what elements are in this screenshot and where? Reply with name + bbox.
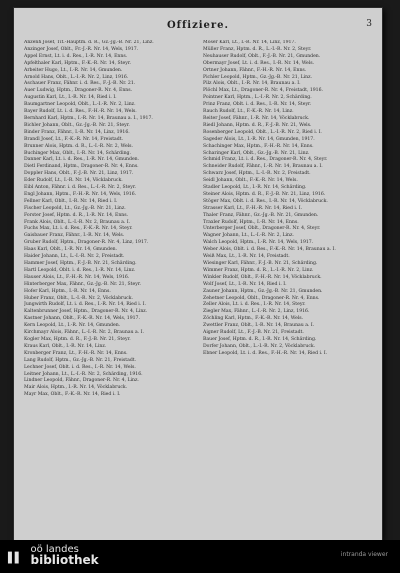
register-entry: Walch Leopold, Hptm., I.-R. Nr. 14, Wels, 1917. xyxy=(203,240,314,246)
register-entry: Hartl Leopold, Oblt. i. d. Res., I.-R. Nr. 14, Linz. xyxy=(24,267,136,273)
register-entry: Ziegler Max, Fähnr., L.-I.-R. Nr. 2, Linz, 1916. xyxy=(203,309,310,315)
register-entry: Wiesinger Karl, Fähnr., F.-J.-B. Nr. 21, Schärding. xyxy=(203,261,318,266)
register-entry: Neuhauser Rudolf, Oblt., F.-J.-B. Nr. 21, Gmunden. xyxy=(203,53,321,59)
register-entry: Huber Franz, Oblt., L.-I.-R. Nr. 2, Vöcklabruck. xyxy=(24,295,133,301)
register-entry: Sageder Alois, Lt., I.-R. Nr. 14, Gmunden, 1917. xyxy=(203,136,315,142)
register-entry: Pilz Alois, Oblt., I.-R. Nr. 14, Braunau a. I. xyxy=(203,81,301,87)
register-entry: Dietl Ferdinand, Hptm., Dragoner-R. Nr. 4, Enns. xyxy=(24,164,139,170)
register-entry: Fellner Karl, Oblt., I.-R. Nr. 14, Ried i. I. xyxy=(24,198,118,204)
register-entry: Reiter Josef, Fähnr., I.-R. Nr. 14, Vöcklabruck. xyxy=(203,115,310,121)
register-entry: Seidl Johann, Oblt., F.-K.-R. Nr. 14, Wels. xyxy=(203,178,298,184)
register-entry: Apfelthaler Karl, Hptm., F.-K.-R. Nr. 14, Steyr. xyxy=(24,60,131,66)
page-title: Offiziere. xyxy=(166,20,230,31)
register-entry: Mair Alois, Hptm., I.-R. Nr. 14, Vöcklabruck. xyxy=(24,385,128,391)
viewer-footer xyxy=(0,540,400,573)
register-entry: Haas Karl, Oblt., I.-R. Nr. 14, Gmunden. xyxy=(24,247,118,253)
register-entry: Lechner Josef, Oblt. i. d. Res., I.-R. Nr. 14, Wels. xyxy=(24,364,136,370)
register-entry: Kraus Karl, Oblt., I.-R. Nr. 14, Linz. xyxy=(24,343,107,349)
left-column xyxy=(24,40,193,532)
register-entry: Obermayr Josef, Lt. i. d. Res., I.-R. Nr. 14, Wels. xyxy=(203,60,315,66)
register-entry: Leitner Johann, Lt., L.-I.-R. Nr. 2, Schärding, 1916. xyxy=(24,371,143,377)
register-entry: Gruber Rudolf, Hptm., Dragoner-R. Nr. 4, Linz, 1917. xyxy=(24,240,149,246)
register-entry: Kern Leopold, Lt., I.-R. Nr. 14, Gmunden. xyxy=(24,323,121,329)
page-number: 3 xyxy=(366,19,372,29)
register-entry: Kaltenbrunner Josef, Hptm., Dragoner-R. Nr. 4, Linz. xyxy=(24,309,148,315)
register-entry: Strasser Karl, Lt., F.-H.-R. Nr. 14, Ried i. I. xyxy=(203,205,303,211)
register-entry: Kogler Max, Hptm. d. R., F.-J.-B. Nr. 21, Steyr. xyxy=(24,336,131,342)
register-entry: Dorfer Johann, Oblt., L.-I.-R. Nr. 2, Vöcklabruck. xyxy=(203,343,316,349)
register-entry: Anzenh Josef, Tit.-Hauptm. d. R., Gz.-Jg.-B. Nr. 21, Linz. xyxy=(24,40,154,45)
register-entry: Zeller Alois, Lt. i. d. Res., I.-R. Nr. 14, Steyr. xyxy=(203,302,306,308)
text-columns xyxy=(24,40,372,532)
register-entry: Anzinger Josef, Oblt., Fr.-J.-R. Nr. 14, Wels, 1917. xyxy=(24,46,139,52)
register-entry: Prinz Franz, Oblt. i. d. Res., I.-R. Nr. 14, Steyr. xyxy=(203,102,312,108)
register-entry: Arbeiter Hugo, Lt., I.-R. Nr. 14, Gmunden. xyxy=(24,67,123,73)
register-entry: Aschauer Franz, Fähnr. i. d. Res., F.-J.-B. Nr. 21. xyxy=(24,81,136,87)
register-entry: Hammer Josef, Hptm., F.-J.-B. Nr. 21, Schärding. xyxy=(24,261,137,266)
page-header xyxy=(14,8,382,38)
register-entry: Traxler Rudolf, Hptm., I.-R. Nr. 14, Enns. xyxy=(203,219,299,225)
register-entry: Kronberger Franz, Lt., F.-H.-R. Nr. 14, Enns. xyxy=(24,350,128,356)
logo-line-2: bibliothek xyxy=(30,553,99,567)
register-entry: Bauer Josef, Hptm. d. R., I.-R. Nr. 14, Schärding. xyxy=(203,336,317,342)
document-page xyxy=(14,8,382,540)
register-entry: Danner Karl, Lt. i. d. Res., I.-R. Nr. 14, Gmunden. xyxy=(24,157,140,163)
register-entry: Brandl Josef, Lt., F.-K.-R. Nr. 14, Freistadt. xyxy=(24,136,124,142)
register-entry: Arnold Hans, Oblt., L.-I.-R. Nr. 2, Linz, 1916. xyxy=(24,74,129,80)
right-column xyxy=(203,40,372,532)
register-entry: Stadler Leopold, Lt., I.-R. Nr. 14, Schärding. xyxy=(203,185,307,191)
register-entry: Buchinger Max, Oblt., I.-R. Nr. 14, Schärding. xyxy=(24,150,131,156)
register-entry: Augustin Karl, Lt., I.-R. Nr. 14, Ried i. I. xyxy=(24,95,117,101)
register-entry: Bernhard Karl, Hptm., I.-R. Nr. 14, Braunau a. I., 1917. xyxy=(24,115,153,121)
register-entry: Bayer Rudolf, Lt. i. d. Res., F.-H.-R. Nr. 14, Wels. xyxy=(24,109,137,115)
register-entry: Pointner Karl, Hptm., L.-I.-R. Nr. 2, Schärding. xyxy=(203,95,312,101)
register-entry: Hofer Karl, Hptm., I.-R. Nr. 14, Enns. xyxy=(24,288,111,294)
register-entry: Haider Johann, Lt., L.-I.-R. Nr. 2, Freistadt. xyxy=(24,254,125,260)
register-entry: Fuchs Max, Lt. i. d. Res., F.-K.-R. Nr. 14, Steyr. xyxy=(24,226,133,232)
register-entry: Lang Rudolf, Hptm., Gz.-Jg.-B. Nr. 21, Freistadt. xyxy=(24,357,137,363)
register-entry: Engl Johann, Hptm., F.-H.-R. Nr. 14, Wels, 1916. xyxy=(24,191,137,197)
register-entry: Winkler Rudolf, Oblt., F.-H.-R. Nr. 14, Vöcklabruck. xyxy=(203,274,322,280)
register-entry: Weiß Max, Lt., I.-R. Nr. 14, Freistadt. xyxy=(203,254,290,260)
register-entry: Zwettler Franz, Oblt., I.-R. Nr. 14, Braunau a. I. xyxy=(203,323,315,329)
register-entry: Zöchling Karl, Hptm., F.-K.-R. Nr. 14, Wels. xyxy=(203,316,304,322)
viewer-label[interactable]: intranda viewer xyxy=(340,551,388,558)
register-entry: Schneider Rudolf, Fähnr., I.-R. Nr. 14, Braunau a. I. xyxy=(203,164,323,170)
register-entry: Steiner Alois, Hptm. d. R., F.-J.-B. Nr. 21, Linz, 1916. xyxy=(203,191,326,197)
register-entry: Gaisbauer Franz, Fähnr., I.-R. Nr. 14, Wels. xyxy=(24,233,125,239)
register-entry: Kastner Johann, Oblt., F.-K.-R. Nr. 14, Wels, 1917. xyxy=(24,316,140,322)
register-entry: Auer Ludwig, Hptm., Dragoner-R. Nr. 4, Enns. xyxy=(24,88,133,94)
register-entry: Mayr Max, Oblt., F.-K.-R. Nr. 14, Ried i. I. xyxy=(24,392,121,398)
register-entry: Schachinger Max, Hptm., F.-H.-R. Nr. 14, Enns. xyxy=(203,143,314,149)
register-entry: Kirchmayr Alois, Fähnr., L.-I.-R. Nr. 2, Braunau a. I. xyxy=(24,330,144,336)
register-entry: Bichler Johann, Oblt., Gz.-Jg.-B. Nr. 21, Steyr. xyxy=(24,122,130,128)
library-logo[interactable] xyxy=(8,544,99,566)
register-entry: Schwarz Josef, Hptm., L.-I.-R. Nr. 2, Freistadt. xyxy=(203,171,311,177)
register-entry: Rauch Rudolf, Lt., F.-K.-R. Nr. 14, Linz. xyxy=(203,109,294,115)
register-entry: Forster Josef, Hptm. d. R., I.-R. Nr. 14, Enns. xyxy=(24,212,129,218)
logo-line-1: oö landes xyxy=(30,544,79,555)
register-entry: Müller Franz, Hptm. d. R., L.-I.-R. Nr. 2, Steyr. xyxy=(203,46,312,52)
register-entry: Rosenberger Leopold, Oblt., L.-I.-R. Nr. 2, Ried i. I. xyxy=(203,129,322,135)
register-entry: Aigner Rudolf, Lt., F.-J.-B. Nr. 21, Freistadt. xyxy=(203,330,304,336)
register-entry: Eibl Anton, Fähnr. i. d. Res., L.-I.-R. Nr. 2, Steyr. xyxy=(24,185,136,191)
register-entry: Moser Karl, Lt., I.-R. Nr. 14, Linz, 1917. xyxy=(203,40,296,45)
register-entry: Hauser Alois, Lt., F.-H.-R. Nr. 14, Wels, 1916. xyxy=(24,274,130,280)
register-entry: Jungwirth Rudolf, Lt. i. d. Res., I.-R. Nr. 14, Ried i. I. xyxy=(24,302,146,308)
register-entry: Ebner Leopold, Lt. i. d. Res., F.-H.-R. Nr. 14, Ried i. I. xyxy=(203,350,328,356)
register-entry: Zauner Johann, Hptm., Gz.-Jg.-B. Nr. 21, Gmunden. xyxy=(203,288,323,294)
register-entry: Riedl Johann, Hptm. d. R., F.-J.-B. Nr. 21, Wels. xyxy=(203,122,312,128)
register-entry: Zehetner Leopold, Oblt., Dragoner-R. Nr. 4, Enns. xyxy=(203,295,320,301)
register-entry: Scharinger Karl, Oblt., Gz.-Jg.-B. Nr. 21, Linz. xyxy=(203,150,310,156)
register-entry: Schmid Franz, Lt. i. d. Res., Dragoner-R. Nr. 4, Steyr. xyxy=(203,157,328,163)
register-entry: Pichler Leopold, Hptm., Gz.-Jg.-B. Nr. 21, Linz. xyxy=(203,74,312,80)
register-entry: Baumgartner Leopold, Oblt., L.-I.-R. Nr. 2, Linz. xyxy=(24,102,136,108)
register-entry: Lindner Leopold, Fähnr., Dragoner-R. Nr. 4, Linz. xyxy=(24,378,139,384)
register-entry: Unterberger Josef, Oblt., Dragoner-R. Nr. 4, Steyr. xyxy=(203,226,321,232)
register-entry: Appel Ernst, Lt. i. d. Res., I.-R. Nr. 14, Enns. xyxy=(24,53,128,59)
register-entry: Ortner Johann, Fähnr., F.-H.-R. Nr. 14, Enns. xyxy=(203,67,307,73)
register-entry: Frank Alois, Oblt., L.-I.-R. Nr. 2, Braunau a. I. xyxy=(24,219,131,225)
register-entry: Wagner Johann, Lt., L.-I.-R. Nr. 2, Linz. xyxy=(203,233,294,239)
register-entry: Doppler Hans, Oblt., F.-J.-B. Nr. 21, Linz, 1917. xyxy=(24,171,134,177)
register-entry: Wolf Josef, Lt., I.-R. Nr. 14, Ried i. I. xyxy=(203,281,287,287)
register-entry: Stöger Max, Oblt. i. d. Res., I.-R. Nr. 14, Vöcklabruck. xyxy=(203,198,328,204)
register-entry: Plöchl Max, Lt., Dragoner-R. Nr. 4, Freistadt, 1916. xyxy=(203,88,323,94)
register-entry: Wimmer Franz, Hptm. d. R., L.-I.-R. Nr. 2, Linz. xyxy=(203,267,314,273)
register-entry: Fischer Leopold, Lt., Gz.-Jg.-B. Nr. 21, Linz. xyxy=(24,205,126,211)
library-logo-icon: ▌▌ xyxy=(8,553,22,564)
register-entry: Eder Rudolf, Lt., I.-R. Nr. 14, Vöcklabruck. xyxy=(24,178,123,184)
register-entry: Weber Alois, Oblt. i. d. Res., F.-K.-R. Nr. 14, Braunau a. I. xyxy=(203,247,336,253)
register-entry: Hinterberger Max, Fähnr., Gz.-Jg.-B. Nr. 21, Steyr. xyxy=(24,281,141,287)
register-entry: Binder Franz, Fähnr., I.-R. Nr. 14, Linz, 1916. xyxy=(24,129,130,135)
register-entry: Thaler Franz, Fähnr., Gz.-Jg.-B. Nr. 21, Gmunden. xyxy=(203,212,319,218)
register-entry: Brunner Alois, Hptm. d. R., L.-I.-R. Nr. 2, Wels. xyxy=(24,143,133,149)
